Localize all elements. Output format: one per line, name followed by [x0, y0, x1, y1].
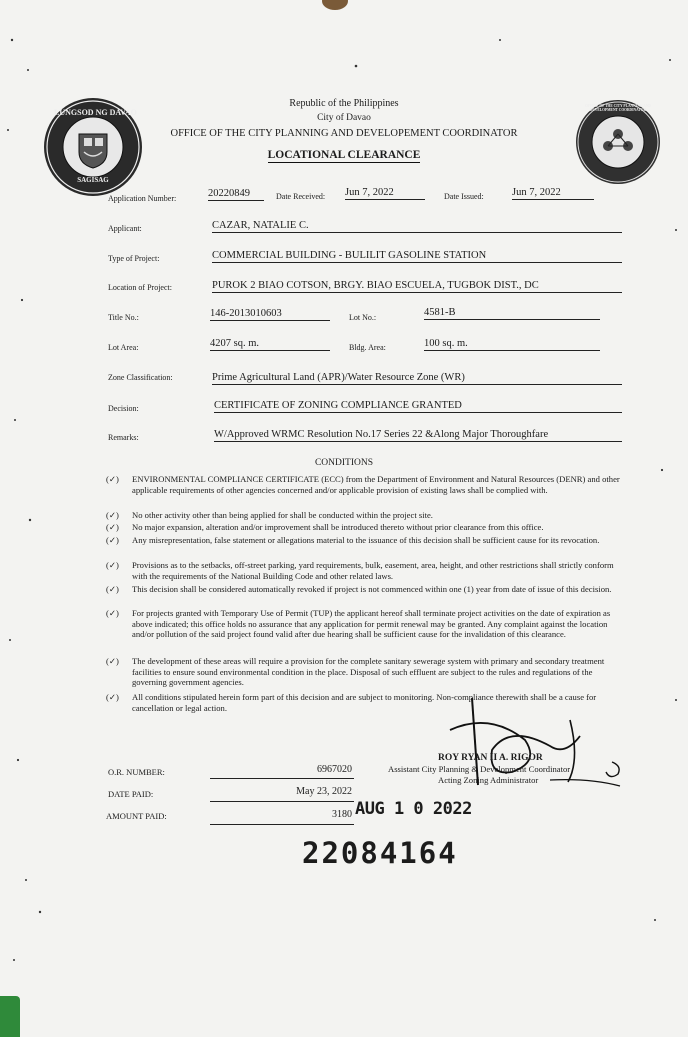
location-value: PUROK 2 BIAO COTSON, BRGY. BIAO ESCUELA, TUGBOK DIST., DC: [212, 280, 622, 293]
location-label: Location of Project:: [108, 283, 172, 292]
checkmark-icon: (✓): [106, 535, 119, 545]
condition-text: For projects granted with Temporary Use of Permit (TUP) the applicant hereof shall terminate project activities on the date of expiration as above indicated; this office holds no assurance that any application for permit renewal may be granted. Any complaint against the location and/or pollution of the said project found valid after due hearing shall be sufficient cause for the invalidation of this clearance.: [132, 608, 611, 640]
remarks-value: W/Approved WRMC Resolution No.17 Series 22 &Along Major Thoroughfare: [214, 429, 622, 442]
date-issued-value: Jun 7, 2022: [512, 187, 594, 200]
type-of-project-label: Type of Project:: [108, 254, 160, 263]
conditions-heading: CONDITIONS: [314, 458, 374, 468]
checkmark-icon: (✓): [106, 692, 119, 702]
date-issued-label: Date Issued:: [444, 192, 484, 201]
bldg-area-value: 100 sq. m.: [424, 338, 600, 351]
lot-area-label: Lot Area:: [108, 343, 139, 352]
header-office: OFFICE OF THE CITY PLANNING AND DEVELOPEMENT COORDINATOR: [170, 128, 518, 139]
applicant-value: CAZAR, NATALIE C.: [212, 220, 622, 233]
condition-text: Provisions as to the setbacks, off-street parking, yard requirements, bulk, easement, area, height, and other restrictions shall strictly conform with the requirements of the National Building Code and other related laws.: [132, 560, 614, 581]
lot-no-value: 4581-B: [424, 307, 600, 320]
checkmark-icon: (✓): [106, 560, 119, 570]
applicant-label: Applicant:: [108, 224, 142, 233]
signatory-subtitle: Acting Zoning Administrator: [438, 775, 539, 785]
page-title-text: LOCATIONAL CLEARANCE: [267, 149, 421, 161]
checkmark-icon: (✓): [106, 584, 119, 594]
title-no-value: 146-2013010603: [210, 308, 330, 321]
zone-label: Zone Classification:: [108, 373, 173, 382]
checkmark-icon: (✓): [106, 522, 119, 532]
city-seal-bottom-text: SAGISAG: [77, 176, 109, 184]
date-stamp: AUG 1 0 2022: [355, 799, 472, 819]
amount-paid-label: AMOUNT PAID:: [106, 811, 167, 821]
condition-text: All conditions stipulated herein form part of this decision and are subject to monitoring. Non-compliance therewith shall be a cause for cancellation or legal action.: [132, 692, 597, 713]
date-received-value: Jun 7, 2022: [345, 187, 425, 200]
decision-value: CERTIFICATE OF ZONING COMPLIANCE GRANTED: [214, 400, 622, 413]
condition-text: No other activity other than being applied for shall be conducted within the project site.: [132, 510, 433, 520]
city-seal-ring-text: LUNGSOD NG DAVAO: [54, 108, 137, 117]
lot-area-value: 4207 sq. m.: [210, 338, 330, 351]
condition-text: ENVIRONMENTAL COMPLIANCE CERTIFICATE (ECC) from the Department of Environment and Natural Resources (DENR) and other applicable requirements of other agencies concerned and/or applicable provision of existing laws shall be complied with.: [132, 474, 620, 495]
or-number-value: 6967020: [317, 764, 352, 775]
control-number: 22084164: [302, 836, 458, 870]
office-seal-ring-text: OFFICE OF THE CITY PLANNING AND DEVELOPMENT COORDINATOR: [584, 104, 652, 113]
checkmark-icon: (✓): [106, 656, 119, 666]
checkmark-icon: (✓): [106, 474, 119, 484]
bldg-area-label: Bldg. Area:: [349, 343, 386, 352]
signatory-title: Assistant City Planning & Development Coordinator: [388, 764, 571, 774]
header-republic: Republic of the Philippines: [289, 98, 399, 109]
remarks-label: Remarks:: [108, 433, 139, 442]
application-number-label: Application Number:: [108, 194, 177, 203]
condition-text: No major expansion, alteration and/or improvement shall be introduced thereto without prior clearance from this office.: [132, 522, 544, 532]
date-paid-label: DATE PAID:: [108, 789, 154, 799]
checkmark-icon: (✓): [106, 510, 119, 520]
condition-text: Any misrepresentation, false statement or allegations material to the issuance of this decision shall be sufficient cause for its revocation.: [132, 535, 600, 545]
header-city: City of Davao: [317, 113, 371, 123]
title-no-label: Title No.:: [108, 313, 139, 322]
lot-no-label: Lot No.:: [349, 313, 377, 322]
date-paid-value: May 23, 2022: [296, 786, 352, 797]
zone-value: Prime Agricultural Land (APR)/Water Resource Zone (WR): [212, 372, 622, 385]
checkmark-icon: (✓): [106, 608, 119, 618]
date-received-label: Date Received:: [276, 192, 326, 201]
application-number-value: 20220849: [208, 188, 264, 201]
signatory-name: ROY RYAN II A. RIGOR: [438, 753, 543, 763]
amount-paid-value: 3180: [332, 809, 352, 820]
condition-text: This decision shall be considered automatically revoked if project is not commenced within one (1) year from date of issue of this decision.: [132, 584, 612, 594]
condition-text: The development of these areas will require a provision for the complete sanitary sewerage system with primary and secondary treatment facilities to ensure sound environmental condition in the place. Disposal of such effluent are subject to the rules and regulations of the governing government agencies.: [132, 656, 605, 688]
decision-label: Decision:: [108, 404, 139, 413]
type-of-project-value: COMMERCIAL BUILDING - BULILIT GASOLINE STATION: [212, 250, 622, 263]
or-number-label: O.R. NUMBER:: [108, 767, 165, 777]
